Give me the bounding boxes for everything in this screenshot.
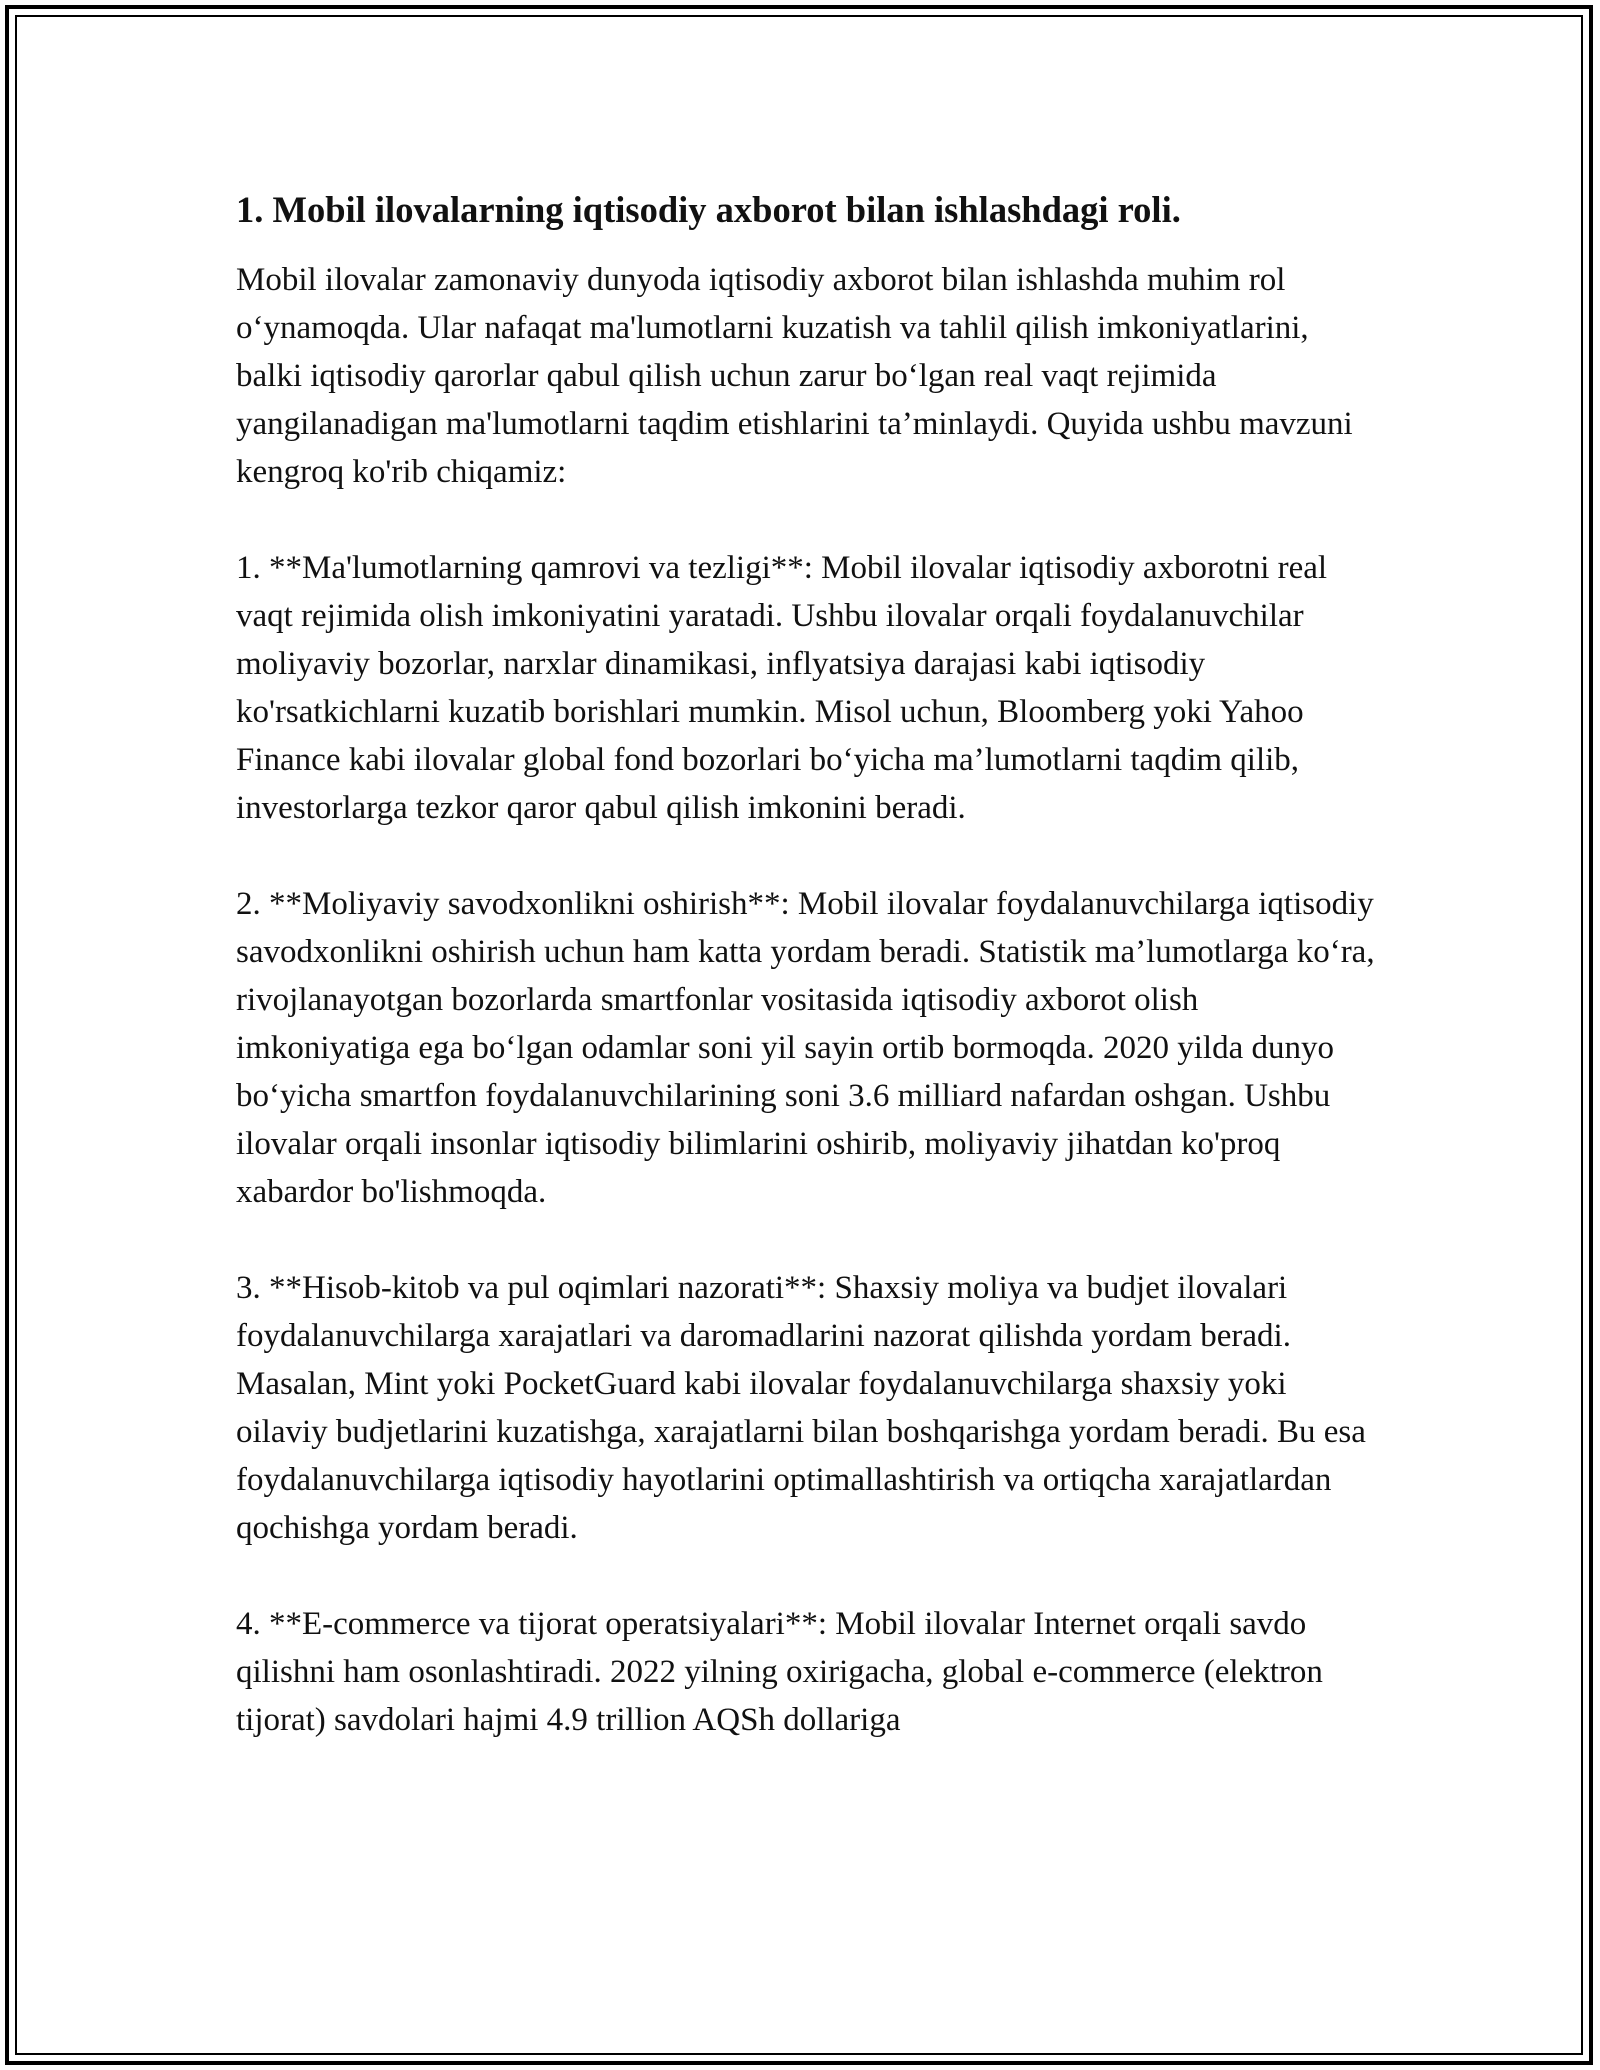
document-body <box>236 186 1376 1744</box>
paragraph-e-commerce: 4. **E-commerce va tijorat operatsiyalari**: Mobil ilovalar Internet orqali savdo qilishni ham osonlashtiradi. 2022 yilning oxirigacha, global e-commerce (elektron tijorat) savdolari hajmi 4.9 trillion AQSh dollariga <box>236 1606 1323 1738</box>
paragraph-data-coverage: 1. **Ma'lumotlarning qamrovi va tezligi**: Mobil ilovalar iqtisodiy axborotni real vaqt rejimida olish imkoniyatini yaratadi. Ushbu ilovalar orqali foydalanuvchilar moliyaviy bozorlar, narxlar dinamikasi, inflyatsiya darajasi kabi iqtisodiy ko'rsatkichlarni kuzatib borishlari mumkin. Misol uchun, Bloomberg yoki Yahoo Finance kabi ilovalar global fond bozorlari bo‘yicha ma’lumotlarni taqdim qilib, investorlarga tezkor qaror qabul qilish imkonini beradi. <box>236 550 1328 826</box>
paragraph-cash-flow-control: 3. **Hisob-kitob va pul oqimlari nazorati**: Shaxsiy moliya va budjet ilovalari foydalanuvchilarga xarajatlari va daromadlarini nazorat qilishda yordam beradi. Masalan, Mint yoki PocketGuard kabi ilovalar foydalanuvchilarga shaxsiy yoki oilaviy budjetlarini kuzatishga, xarajatlarni bilan boshqarishga yordam beradi. Bu esa foydalanuvchilarga iqtisodiy hayotlarini optimallashtirish va ortiqcha xarajatlardan qochishga yordam beradi. <box>236 1270 1366 1546</box>
section-heading: 1. Mobil ilovalarning iqtisodiy axborot bilan ishlashdagi roli. <box>236 189 1181 230</box>
paragraph-financial-literacy: 2. **Moliyaviy savodxonlikni oshirish**: Mobil ilovalar foydalanuvchilarga iqtisodiy savodxonlikni oshirish uchun ham katta yordam beradi. Statistik ma’lumotlarga ko‘ra, rivojlanayotgan bozorlarda smartfonlar vositasida iqtisodiy axborot olish imkoniyatiga ega bo‘lgan odamlar soni yil sayin ortib bormoqda. 2020 yilda dunyo bo‘yicha smartfon foydalanuvchilarining soni 3.6 milliard nafardan oshgan. Ushbu ilovalar orqali insonlar iqtisodiy bilimlarini oshirib, moliyaviy jihatdan ko'proq xabardor bo'lishmoqda. <box>236 886 1375 1210</box>
intro-paragraph: Mobil ilovalar zamonaviy dunyoda iqtisodiy axborot bilan ishlashda muhim rol o‘ynamoqda. Ular nafaqat ma'lumotlarni kuzatish va tahlil qilish imkoniyatlarini, balki iqtisodiy qarorlar qabul qilish uchun zarur bo‘lgan real vaqt rejimida yangilanadigan ma'lumotlarni taqdim etishlarini ta’minlaydi. Quyida ushbu mavzuni kengroq ko'rib chiqamiz: <box>236 262 1353 490</box>
